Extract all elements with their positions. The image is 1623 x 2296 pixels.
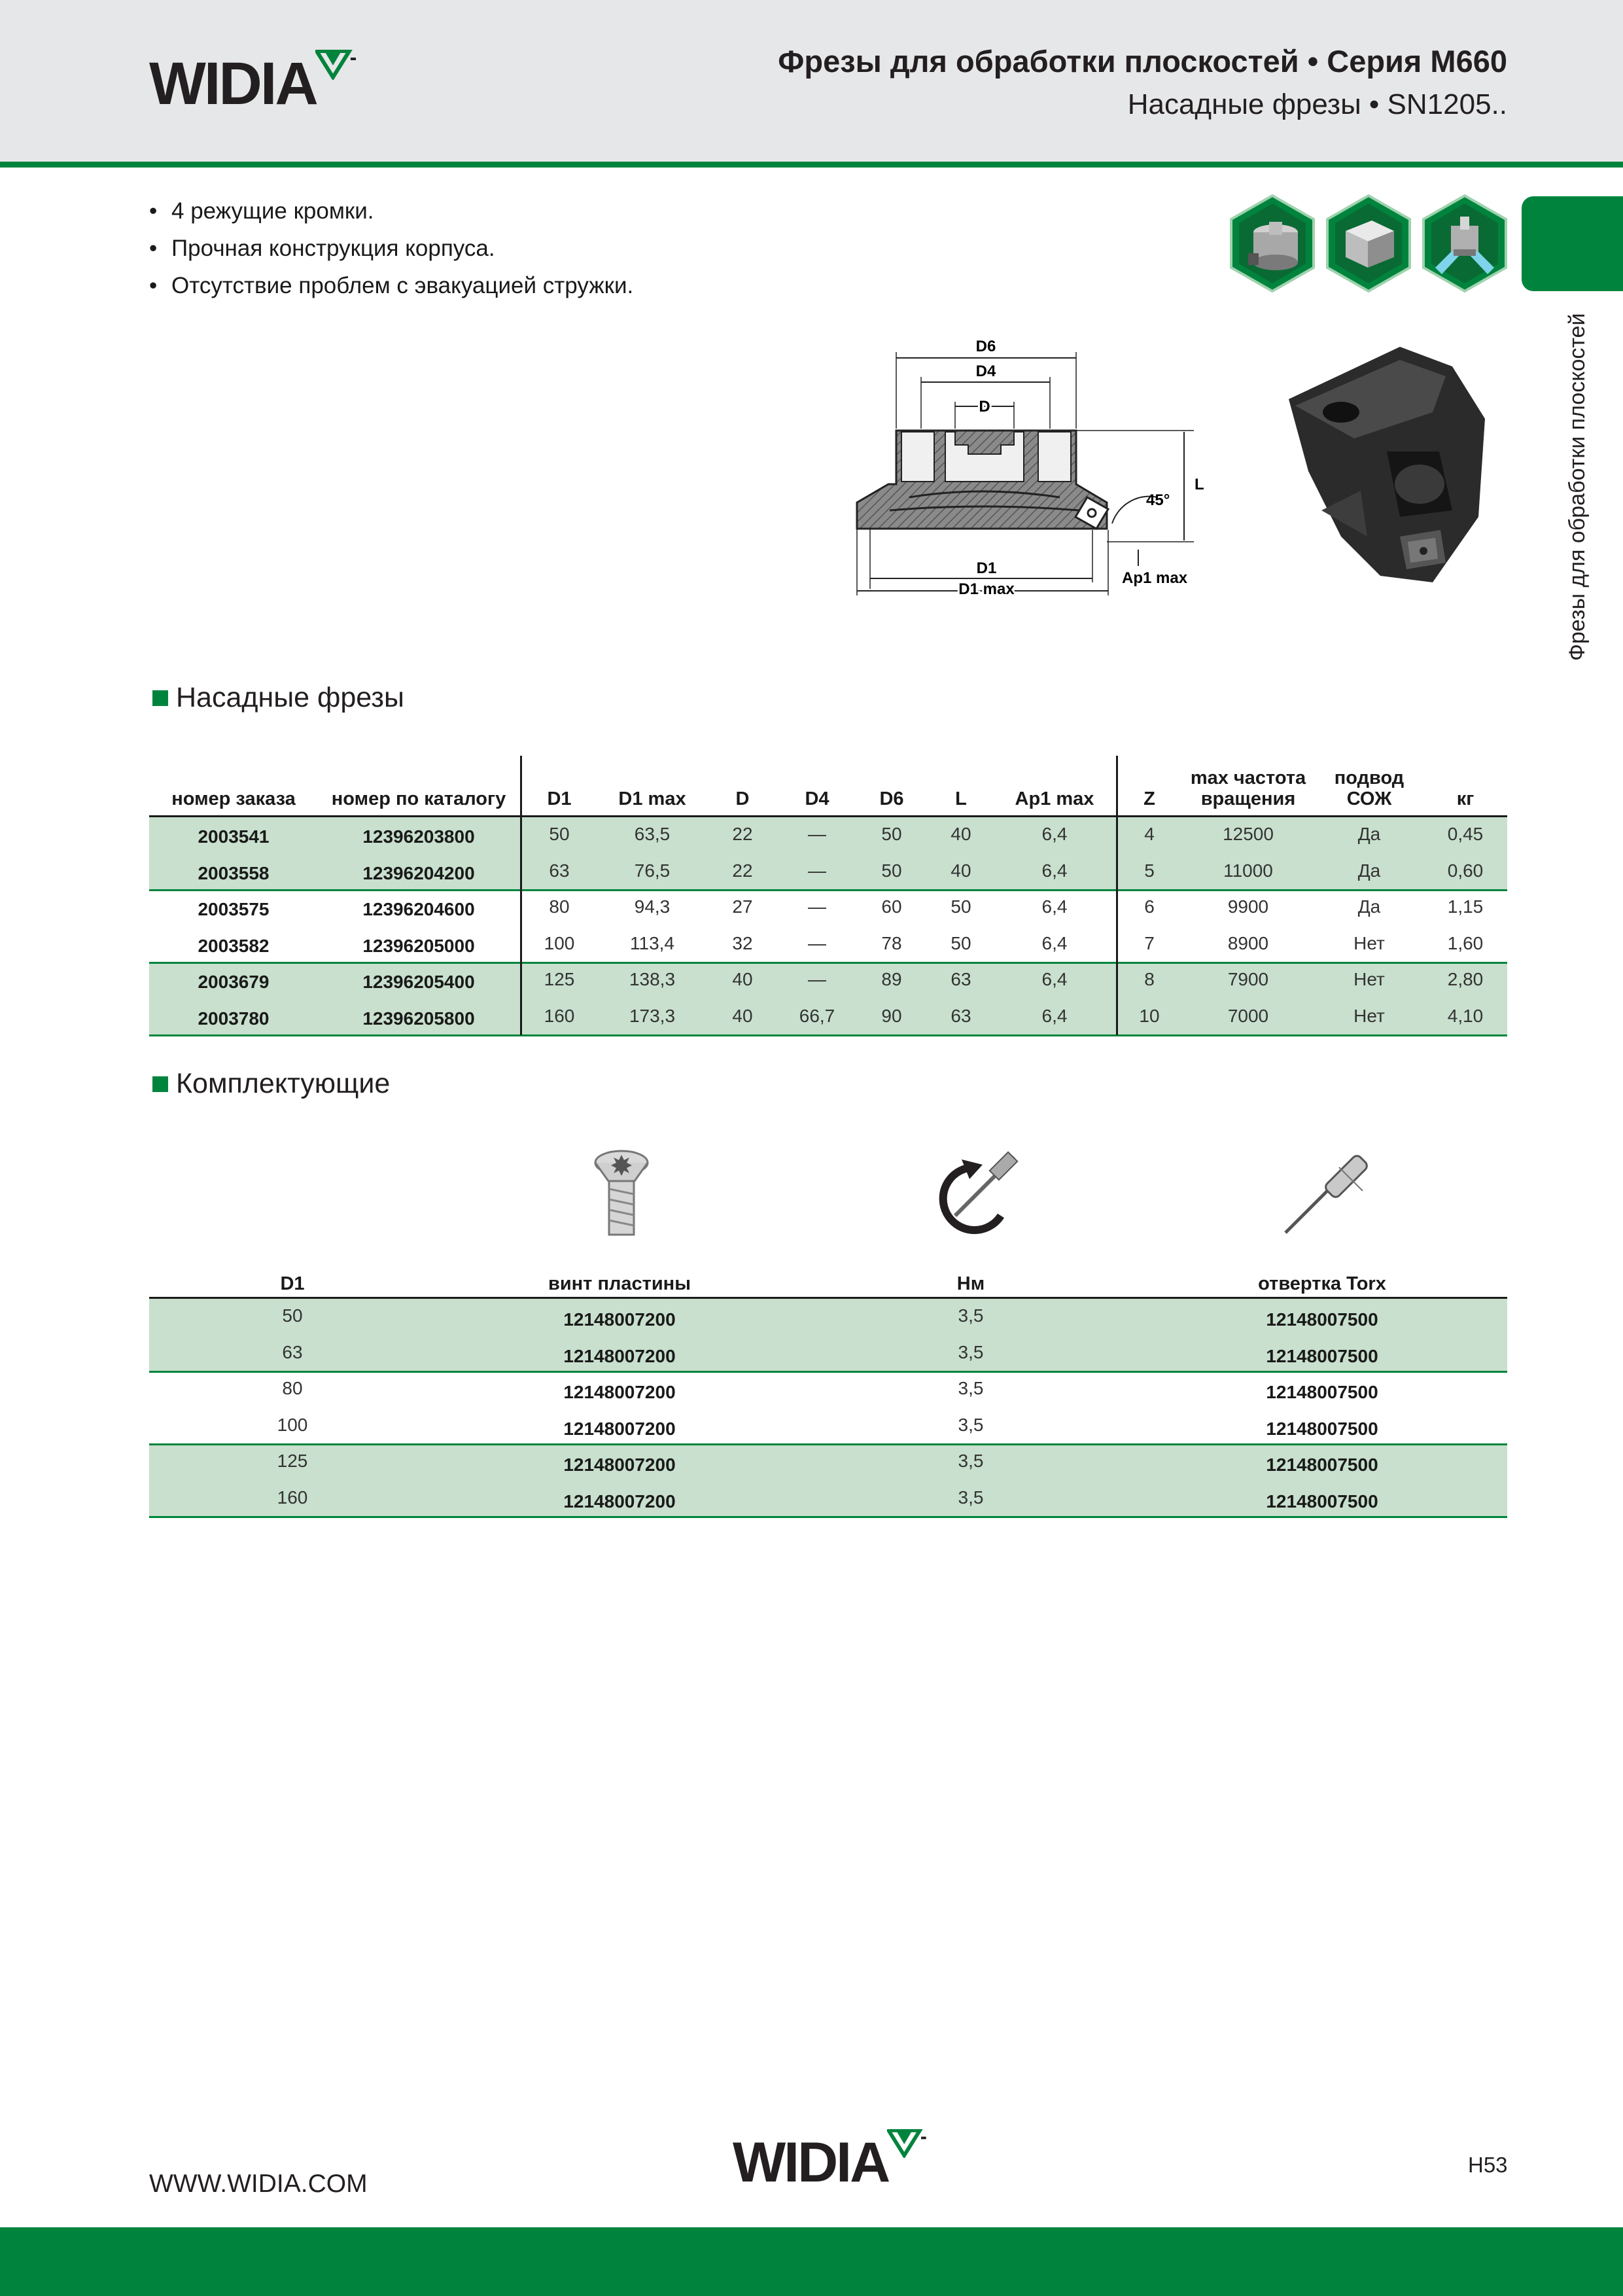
table-cell: 10 bbox=[1139, 1005, 1160, 1026]
table-cell: 0,45 bbox=[1447, 824, 1484, 844]
torx-screwdriver-icon bbox=[1279, 1153, 1377, 1238]
section-marker-icon bbox=[152, 690, 168, 706]
footer-bar bbox=[0, 2227, 1623, 2296]
widia-logo bbox=[149, 50, 357, 117]
table-cell: 90 bbox=[881, 1005, 902, 1026]
table-cell: 11000 bbox=[1223, 860, 1273, 881]
table-cell: 5 bbox=[1144, 860, 1155, 881]
insert-screw-icon bbox=[592, 1148, 651, 1240]
order-number-cell: 2003582 bbox=[198, 935, 270, 956]
driver-number-cell: 12148007500 bbox=[1266, 1309, 1378, 1330]
section-side-tab bbox=[1522, 196, 1623, 291]
table-cell: 2,80 bbox=[1447, 969, 1484, 989]
feature-item: • Прочная конструкция корпуса. bbox=[149, 230, 633, 267]
parts-section-label: Комплектующие bbox=[176, 1068, 391, 1099]
column-header-catalog: номер по каталогу bbox=[331, 788, 506, 809]
dim-d1-label: D1 bbox=[976, 559, 997, 577]
table-cell: 9900 bbox=[1227, 896, 1269, 917]
footer-url[interactable]: WWW.WIDIA.COM bbox=[149, 2170, 368, 2198]
page-subtitle: Насадные фрезы • SN1205.. bbox=[1127, 88, 1507, 120]
column-header-z: Z bbox=[1143, 788, 1155, 809]
table-cell: 50 bbox=[881, 824, 902, 844]
order-number-cell: 2003679 bbox=[198, 972, 270, 992]
table-cell: 22 bbox=[732, 860, 753, 881]
table-cell: 6,4 bbox=[1041, 1005, 1068, 1026]
table-cell: — bbox=[808, 824, 826, 844]
table-cell: Нет bbox=[1353, 969, 1385, 989]
table-cell: 160 bbox=[277, 1487, 308, 1508]
table-cell: 50 bbox=[881, 860, 902, 881]
catalog-number-cell: 12396205800 bbox=[362, 1008, 475, 1029]
parts-header-screw: винт пластины bbox=[548, 1273, 691, 1294]
parts-header-d1: D1 bbox=[280, 1273, 305, 1294]
table-cell: 40 bbox=[951, 860, 971, 881]
parts-header-rule bbox=[149, 1297, 1507, 1299]
dim-d4-label: D4 bbox=[975, 362, 996, 380]
table-cell: 50 bbox=[549, 824, 570, 844]
order-number-cell: 2003780 bbox=[198, 1008, 270, 1029]
column-header-l: L bbox=[955, 788, 967, 809]
order-number-cell: 2003575 bbox=[198, 899, 270, 919]
driver-number-cell: 12148007500 bbox=[1266, 1345, 1378, 1366]
order-number-cell: 2003541 bbox=[198, 826, 270, 847]
table-cell: 3,5 bbox=[958, 1341, 984, 1362]
logo-wordmark: WIDIA bbox=[149, 50, 317, 117]
table-cell: 6,4 bbox=[1041, 896, 1068, 917]
column-header-d4: D4 bbox=[805, 788, 829, 809]
screw-number-cell: 12148007200 bbox=[563, 1309, 676, 1330]
table-cell: 113,4 bbox=[630, 932, 674, 953]
column-header-ap1max: Ap1 max bbox=[1015, 788, 1094, 809]
column-header-d1: D1 bbox=[547, 788, 572, 809]
table-cell: 125 bbox=[277, 1451, 308, 1471]
table-cell: Да bbox=[1357, 824, 1381, 844]
table-group-rule bbox=[149, 1443, 1507, 1445]
dim-d-label: D bbox=[979, 398, 990, 415]
section-marker-icon bbox=[152, 1076, 168, 1092]
parts-header-driver: отвертка Torx bbox=[1258, 1273, 1386, 1294]
table-cell: 76,5 bbox=[634, 860, 671, 881]
table-cell: 3,5 bbox=[958, 1414, 984, 1435]
table-cell: 50 bbox=[282, 1305, 303, 1326]
table-cell: — bbox=[808, 932, 826, 953]
side-section-label: Фрезы для обработки плоскостей bbox=[1565, 313, 1590, 661]
table-bottom-rule bbox=[149, 1516, 1507, 1518]
dim-angle-label: 45° bbox=[1146, 491, 1170, 509]
column-header-rpm-2: вращения bbox=[1200, 788, 1296, 809]
table-cell: 3,5 bbox=[958, 1451, 984, 1471]
table-vertical-rule bbox=[1116, 756, 1118, 1035]
table-cell: 6 bbox=[1144, 896, 1155, 917]
screw-number-cell: 12148007200 bbox=[563, 1491, 676, 1511]
table-vertical-rule bbox=[520, 756, 522, 1035]
header-divider bbox=[0, 162, 1623, 168]
table-cell: Нет bbox=[1353, 1005, 1385, 1026]
table-cell: 50 bbox=[951, 932, 971, 953]
cube-workpiece-icon bbox=[1326, 194, 1411, 292]
table-cell: 138,3 bbox=[629, 969, 676, 989]
table-cell: 6,4 bbox=[1041, 969, 1068, 989]
table-cell: 6,4 bbox=[1041, 860, 1068, 881]
footer-logo-triangle-icon bbox=[887, 2129, 928, 2158]
table-cell: 78 bbox=[881, 932, 902, 953]
table-cell: — bbox=[808, 860, 826, 881]
catalog-number-cell: 12396204600 bbox=[362, 899, 475, 919]
screw-number-cell: 12148007200 bbox=[563, 1382, 676, 1402]
table-group-rule bbox=[149, 962, 1507, 964]
cutter-dimension-drawing bbox=[850, 334, 1217, 602]
table-cell: 100 bbox=[544, 932, 575, 953]
column-header-d1max: D1 max bbox=[618, 788, 686, 809]
table-cell: 50 bbox=[951, 896, 971, 917]
table-cell: 89 bbox=[881, 969, 902, 989]
footer-widia-logo bbox=[733, 2131, 928, 2194]
table-header-rule bbox=[149, 815, 1507, 817]
table-cell: 32 bbox=[732, 932, 753, 953]
table-cell: 3,5 bbox=[958, 1487, 984, 1508]
catalog-number-cell: 12396204200 bbox=[362, 862, 475, 883]
table-cell: 27 bbox=[732, 896, 753, 917]
table-cell: 22 bbox=[732, 824, 753, 844]
table-cell: 66,7 bbox=[799, 1005, 835, 1026]
column-header-kg: кг bbox=[1456, 788, 1475, 809]
table-cell: 40 bbox=[732, 1005, 753, 1026]
table-cell: 4 bbox=[1144, 824, 1155, 844]
table-cell: Нет bbox=[1353, 932, 1385, 953]
table-group-rule bbox=[149, 889, 1507, 891]
table-cell: — bbox=[808, 969, 826, 989]
table-cell: 40 bbox=[732, 969, 753, 989]
table-cell: 60 bbox=[881, 896, 902, 917]
table-cell: 4,10 bbox=[1447, 1005, 1484, 1026]
parts-section-title bbox=[152, 1068, 390, 1100]
table-cell: 63 bbox=[282, 1341, 303, 1362]
table-cell: 0,60 bbox=[1447, 860, 1484, 881]
table-cell: Да bbox=[1357, 860, 1381, 881]
table-cell: 100 bbox=[277, 1414, 308, 1435]
table-cell: 12500 bbox=[1223, 824, 1274, 844]
driver-number-cell: 12148007500 bbox=[1266, 1418, 1378, 1439]
table-cell: 160 bbox=[544, 1005, 575, 1026]
column-header-coolant-2: СОЖ bbox=[1346, 788, 1392, 809]
table-cell: 6,4 bbox=[1041, 932, 1068, 953]
dim-ap1max-label: Ap1 max bbox=[1122, 569, 1188, 587]
cutters-section-label: Насадные фрезы bbox=[176, 682, 404, 713]
screw-number-cell: 12148007200 bbox=[563, 1345, 676, 1366]
driver-number-cell: 12148007500 bbox=[1266, 1491, 1378, 1511]
table-cell: 1,15 bbox=[1447, 896, 1484, 917]
catalog-number-cell: 12396205400 bbox=[362, 972, 475, 992]
table-cell: 8900 bbox=[1227, 932, 1269, 953]
table-cell: 125 bbox=[544, 969, 575, 989]
table-cell: 63 bbox=[951, 969, 971, 989]
catalog-number-cell: 12396205000 bbox=[362, 935, 475, 956]
table-bottom-rule bbox=[149, 1034, 1507, 1036]
dim-d6-label: D6 bbox=[975, 338, 996, 355]
page-number: H53 bbox=[1468, 2153, 1508, 2177]
column-header-d: D bbox=[735, 788, 750, 809]
column-header-coolant: подвод bbox=[1334, 768, 1405, 788]
table-cell: 94,3 bbox=[634, 896, 671, 917]
dim-l-label: L bbox=[1195, 476, 1204, 493]
coolant-through-icon bbox=[1422, 194, 1507, 292]
feature-item: • Отсутствие проблем с эвакуацией стружки. bbox=[149, 267, 633, 304]
driver-number-cell: 12148007500 bbox=[1266, 1455, 1378, 1475]
table-cell: 7000 bbox=[1227, 1005, 1269, 1026]
page-title: Фрезы для обработки плоскостей • Серия M660 bbox=[778, 44, 1507, 79]
table-cell: 63 bbox=[549, 860, 570, 881]
dim-d1max-label: D1 max bbox=[958, 580, 1015, 598]
parts-header-torque: Нм bbox=[956, 1273, 985, 1294]
table-cell: 7 bbox=[1144, 932, 1155, 953]
screw-number-cell: 12148007200 bbox=[563, 1455, 676, 1475]
table-cell: Да bbox=[1357, 896, 1381, 917]
order-number-cell: 2003558 bbox=[198, 862, 270, 883]
table-cell: 1,60 bbox=[1447, 932, 1484, 953]
screw-number-cell: 12148007200 bbox=[563, 1418, 676, 1439]
table-cell: 6,4 bbox=[1041, 824, 1068, 844]
table-cell: 173,3 bbox=[629, 1005, 676, 1026]
table-cell: — bbox=[808, 896, 826, 917]
feature-item: • 4 режущие кромки. bbox=[149, 192, 633, 230]
table-cell: 80 bbox=[282, 1378, 303, 1398]
table-cell: 63,5 bbox=[634, 824, 671, 844]
table-cell: 3,5 bbox=[958, 1378, 984, 1398]
table-cell: 80 bbox=[549, 896, 570, 917]
table-group-rule bbox=[149, 1371, 1507, 1373]
column-header-rpm: max частота bbox=[1190, 768, 1306, 788]
column-header-d6: D6 bbox=[879, 788, 904, 809]
cutters-section-title bbox=[152, 682, 404, 714]
table-cell: 3,5 bbox=[958, 1305, 984, 1326]
torque-wrench-icon bbox=[929, 1150, 1027, 1235]
table-cell: 40 bbox=[951, 824, 971, 844]
catalog-number-cell: 12396203800 bbox=[362, 826, 475, 847]
logo-triangle-icon bbox=[315, 50, 357, 80]
table-cell: 63 bbox=[951, 1005, 971, 1026]
table-cell: 8 bbox=[1144, 969, 1155, 989]
feature-list bbox=[149, 192, 633, 304]
face-mill-cutter-icon bbox=[1230, 194, 1315, 292]
table-cell: 7900 bbox=[1227, 969, 1269, 989]
cutter-product-photo bbox=[1269, 340, 1518, 589]
column-header-order: номер заказа bbox=[171, 788, 296, 809]
driver-number-cell: 12148007500 bbox=[1266, 1382, 1378, 1402]
footer-logo-wordmark: WIDIA bbox=[733, 2131, 889, 2194]
